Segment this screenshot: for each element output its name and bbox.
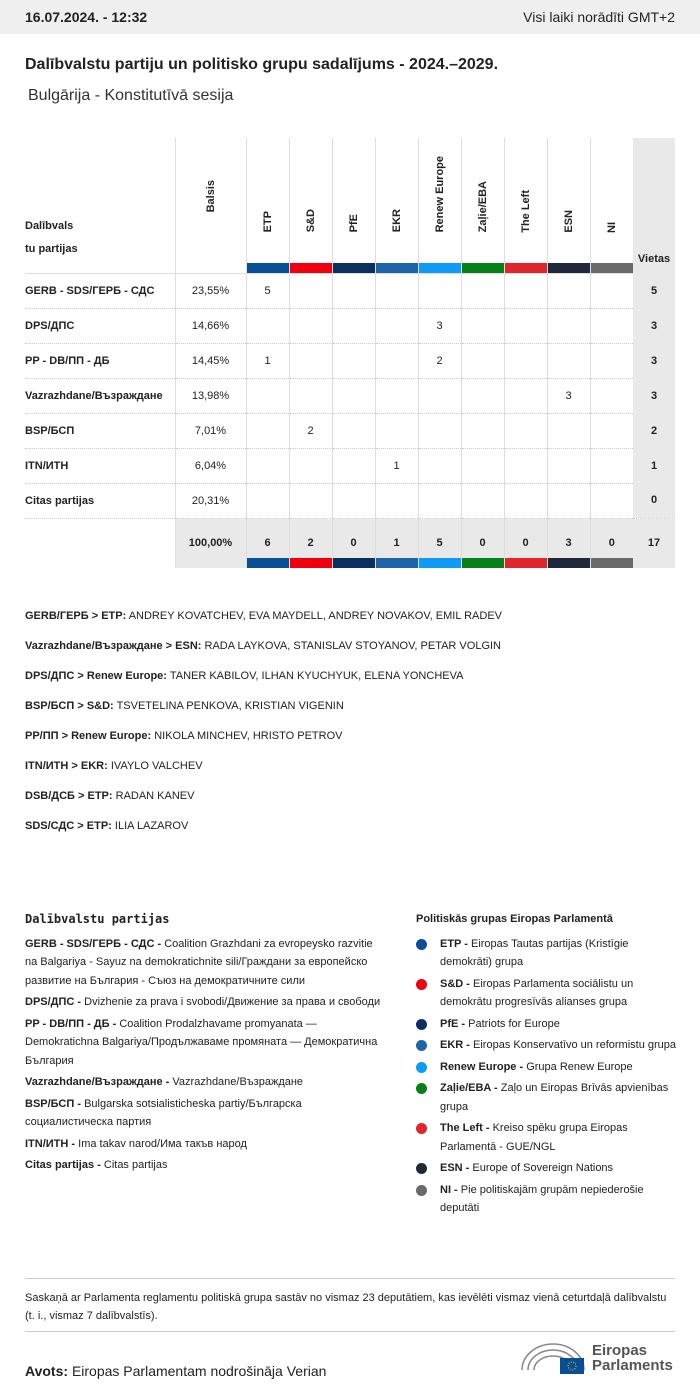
- group-dot-icon: [416, 1019, 427, 1030]
- group-seats: [504, 448, 547, 483]
- table-row: [25, 343, 675, 378]
- group-color-bar: [548, 558, 590, 568]
- group-seats: [461, 413, 504, 448]
- col-group: PfE: [332, 138, 375, 273]
- group-seats: [504, 343, 547, 378]
- total-seats: 3: [633, 378, 675, 413]
- group-total: 5: [418, 518, 461, 568]
- member-item: Vazrazhdane/Възраждане > ESN: RADA LAYKOVA, STANISLAV STOYANOV, PETAR VOLGIN: [25, 640, 501, 652]
- group-seats: [418, 413, 461, 448]
- group-seats: [246, 483, 289, 518]
- group-seats: [547, 413, 590, 448]
- group-total: 0: [461, 518, 504, 568]
- group-color-bar: [333, 558, 375, 568]
- group-seats: [461, 448, 504, 483]
- group-seats: [590, 483, 633, 518]
- group-legend-item: S&D - Eiropas Parlamenta sociālistu un demokrātu progresīvās alianses grupa: [416, 975, 676, 1012]
- group-seats: [332, 378, 375, 413]
- group-seats: 5: [246, 273, 289, 308]
- col-party: Dalībvals tu partijas: [25, 219, 78, 255]
- group-dot-icon: [416, 1040, 427, 1051]
- group-color-bar: [505, 263, 547, 273]
- group-seats: 2: [289, 413, 332, 448]
- table-row: [25, 308, 675, 343]
- party-legend-item: PP - DB/ПП - ДБ - Coalition Prodalzhavame promyanata — Demokratichna Balgariya/Продължаваме промяната — Демократична България: [25, 1017, 378, 1067]
- group-seats: [504, 378, 547, 413]
- group-seats: [504, 413, 547, 448]
- group-legend-item: The Left - Kreiso spēku grupa Eiropas Parlamentā - GUE/NGL: [416, 1119, 676, 1156]
- group-seats: [246, 448, 289, 483]
- votes: 7,01%: [175, 413, 246, 448]
- votes: 6,04%: [175, 448, 246, 483]
- group-seats: [590, 413, 633, 448]
- member-item: DPS/ДПС > Renew Europe: TANER KABILOV, ILHAN KYUCHYUK, ELENA YONCHEVA: [25, 670, 464, 682]
- total-row: [25, 518, 675, 568]
- group-seats: 3: [418, 308, 461, 343]
- group-color-bar: [247, 558, 289, 568]
- page-title: Dalībvalstu partiju un politisko grupu sadalījums - 2024.–2029.: [25, 56, 499, 73]
- group-color-bar: [290, 558, 332, 568]
- group-seats: [289, 483, 332, 518]
- group-seats: [504, 483, 547, 518]
- group-seats: [289, 343, 332, 378]
- group-seats: [418, 483, 461, 518]
- total-seats: 1: [633, 448, 675, 483]
- votes: 13,98%: [175, 378, 246, 413]
- group-seats: [461, 483, 504, 518]
- group-legend-item: NI - Pie politiskajām grupām nepiederošie deputāti: [416, 1181, 676, 1218]
- party-legend-item: Vazrazhdane/Възраждане - Vazrazhdane/Възраждане: [25, 1076, 304, 1088]
- group-total: 1: [375, 518, 418, 568]
- group-color-bar: [591, 263, 634, 273]
- group-color-bar: [462, 263, 504, 273]
- party-name: Vazrazhdane/Възраждане: [25, 378, 175, 413]
- group-seats: [289, 273, 332, 308]
- member-item: BSP/БСП > S&D: TSVETELINA PENKOVA, KRISTIAN VIGENIN: [25, 700, 344, 712]
- col-group: ESN: [547, 138, 590, 273]
- party-name: DPS/ДПС: [25, 308, 175, 343]
- group-color-bar: [290, 263, 332, 273]
- group-dot-icon: [416, 1083, 427, 1094]
- group-legend-item: Renew Europe - Grupa Renew Europe: [416, 1058, 676, 1077]
- group-seats: [289, 378, 332, 413]
- col-group: S&D: [289, 138, 332, 273]
- group-seats: [375, 273, 418, 308]
- table-row: [25, 273, 675, 308]
- group-seats: 3: [547, 378, 590, 413]
- table-row: [25, 448, 675, 483]
- col-group: Renew Europe: [418, 138, 461, 273]
- group-color-bar: [376, 558, 418, 568]
- group-total: 6: [246, 518, 289, 568]
- col-group: ETP: [246, 138, 289, 273]
- group-seats: 1: [246, 343, 289, 378]
- group-seats: [547, 308, 590, 343]
- col-group: NI: [590, 138, 633, 273]
- votes: 14,66%: [175, 308, 246, 343]
- group-seats: [504, 273, 547, 308]
- group-seats: [332, 483, 375, 518]
- group-seats: [461, 343, 504, 378]
- groups-legend: [416, 910, 676, 1221]
- group-seats: [504, 308, 547, 343]
- total-seats: 17: [633, 518, 675, 568]
- group-seats: [246, 378, 289, 413]
- member-item: ITN/ИТН > EKR: IVAYLO VALCHEV: [25, 760, 203, 772]
- group-legend-item: Zaļie/EBA - Zaļo un Eiropas Brīvās apvienības grupa: [416, 1079, 676, 1116]
- group-color-bar: [376, 263, 418, 273]
- group-total: 2: [289, 518, 332, 568]
- group-dot-icon: [416, 1062, 427, 1073]
- group-seats: [590, 378, 633, 413]
- group-seats: [375, 483, 418, 518]
- table-row: [25, 413, 675, 448]
- group-legend-item: EKR - Eiropas Konservatīvo un reformistu grupa: [416, 1036, 676, 1055]
- group-seats: [375, 343, 418, 378]
- group-seats: 2: [418, 343, 461, 378]
- total-seats: 3: [633, 343, 675, 378]
- group-color-bar: [333, 263, 375, 273]
- col-group: Zaļie/EBA: [461, 138, 504, 273]
- group-total: 0: [332, 518, 375, 568]
- timestamp: 16.07.2024. - 12:32: [25, 9, 148, 25]
- top-bar: [0, 0, 700, 34]
- group-dot-icon: [416, 979, 427, 990]
- group-seats: [590, 343, 633, 378]
- member-item: DSB/ДСБ > ETP: RADAN KANEV: [25, 790, 195, 802]
- parties-legend-title: Dalībvalstu partijas: [25, 912, 170, 926]
- party-legend-item: ITN/ИТН - Ima takav narod/Има такъв народ: [25, 1137, 247, 1150]
- group-color-bar: [419, 263, 461, 273]
- col-seats: Vietas: [633, 138, 675, 273]
- group-seats: [590, 273, 633, 308]
- groups-legend-title: Politiskās grupas Eiropas Parlamentā: [416, 913, 613, 925]
- votes: 23,55%: [175, 273, 246, 308]
- member-item: SDS/СДС > ETP: ILIA LAZAROV: [25, 820, 189, 832]
- party-name: PP - DB/ПП - ДБ: [25, 343, 175, 378]
- total-seats: 3: [633, 308, 675, 343]
- party-name: BSP/БСП: [25, 413, 175, 448]
- col-votes: Balsis: [175, 138, 246, 273]
- member-item: PP/ПП > Renew Europe: NIKOLA MINCHEV, HRISTO PETROV: [25, 730, 343, 742]
- members-list: [25, 610, 502, 850]
- parties-legend: [25, 910, 385, 1178]
- group-seats: [590, 448, 633, 483]
- total-seats: 2: [633, 413, 675, 448]
- table-row: [25, 378, 675, 413]
- group-color-bar: [591, 558, 634, 568]
- group-legend-item: ETP - Eiropas Tautas partijas (Kristīgie demokrāti) grupa: [416, 935, 676, 972]
- group-seats: [246, 308, 289, 343]
- group-seats: [547, 273, 590, 308]
- party-name: ITN/ИТН: [25, 448, 175, 483]
- group-legend-item: ESN - Europe of Sovereign Nations: [416, 1159, 676, 1178]
- group-seats: [590, 308, 633, 343]
- group-seats: [547, 343, 590, 378]
- group-seats: [375, 413, 418, 448]
- group-dot-icon: [416, 1163, 427, 1174]
- timezone-note: Visi laiki norādīti GMT+2: [523, 9, 675, 25]
- group-color-bar: [419, 558, 461, 568]
- group-seats: [547, 483, 590, 518]
- group-dot-icon: [416, 1185, 427, 1196]
- group-seats: [375, 308, 418, 343]
- party-name: GERB - SDS/ГЕРБ - СДС: [25, 273, 175, 308]
- table-row: [25, 483, 675, 518]
- group-seats: [332, 413, 375, 448]
- group-seats: [375, 378, 418, 413]
- group-seats: [547, 448, 590, 483]
- group-seats: [418, 448, 461, 483]
- party-legend-item: DPS/ДПС - Dvizhenie za prava i svobodi/Движение за права и свободи: [25, 996, 381, 1008]
- group-color-bar: [505, 558, 547, 568]
- group-dot-icon: [416, 1123, 427, 1134]
- votes: 14,45%: [175, 343, 246, 378]
- group-seats: [246, 413, 289, 448]
- member-item: GERB/ГЕРБ > ETP: ANDREY KOVATCHEV, EVA MAYDELL, ANDREY NOVAKOV, EMIL RADEV: [25, 610, 503, 622]
- group-color-bar: [247, 263, 289, 273]
- parliament-logo-icon: [520, 1340, 586, 1376]
- group-seats: [418, 378, 461, 413]
- total-seats: 0: [633, 483, 675, 518]
- group-seats: [332, 308, 375, 343]
- page-subtitle: Bulgārija - Konstitutīvā sesija: [28, 87, 234, 104]
- col-group: The Left: [504, 138, 547, 273]
- group-seats: [332, 343, 375, 378]
- group-seats: [461, 378, 504, 413]
- group-color-bar: [548, 263, 590, 273]
- group-dot-icon: [416, 939, 427, 950]
- source: Avots: Eiropas Parlamentam nodrošināja Verian: [25, 1363, 327, 1379]
- votes: 20,31%: [175, 483, 246, 518]
- group-color-bar: [462, 558, 504, 568]
- total-seats: 5: [633, 273, 675, 308]
- total-votes: 100,00%: [175, 518, 246, 568]
- group-seats: [461, 273, 504, 308]
- group-seats: [332, 448, 375, 483]
- group-seats: [289, 448, 332, 483]
- party-legend-item: Citas partijas - Citas partijas: [25, 1159, 168, 1171]
- group-legend-item: PfE - Patriots for Europe: [416, 1015, 676, 1034]
- group-seats: [418, 273, 461, 308]
- party-legend-item: BSP/БСП - Bulgarska sotsialisticheska partiy/Българска социалистическа партия: [25, 1097, 302, 1128]
- group-total: 0: [590, 518, 633, 568]
- group-seats: 1: [375, 448, 418, 483]
- col-group: EKR: [375, 138, 418, 273]
- rules-note: Saskaņā ar Parlamenta reglamentu politiskā grupa sastāv no vismaz 23 deputātiem, kas ievēlēti vismaz vienā ceturtdaļā dalībvalstu (t. i., vismaz 7 dalībvalstīs).: [25, 1278, 675, 1332]
- group-seats: [332, 273, 375, 308]
- group-seats: [289, 308, 332, 343]
- seats-table: [25, 138, 675, 568]
- ep-logo: Eiropas Parlaments: [520, 1340, 673, 1376]
- group-total: 0: [504, 518, 547, 568]
- party-name: Citas partijas: [25, 483, 175, 518]
- group-total: 3: [547, 518, 590, 568]
- party-legend-item: GERB - SDS/ГЕРБ - СДС - Coalition Grazhdani za evropeysko razvitie na Balgariya - Sayuz na demokratichnite sili/Граждани за европейско развитие на България - Съюз на демократичните сили: [25, 937, 373, 987]
- group-seats: [461, 308, 504, 343]
